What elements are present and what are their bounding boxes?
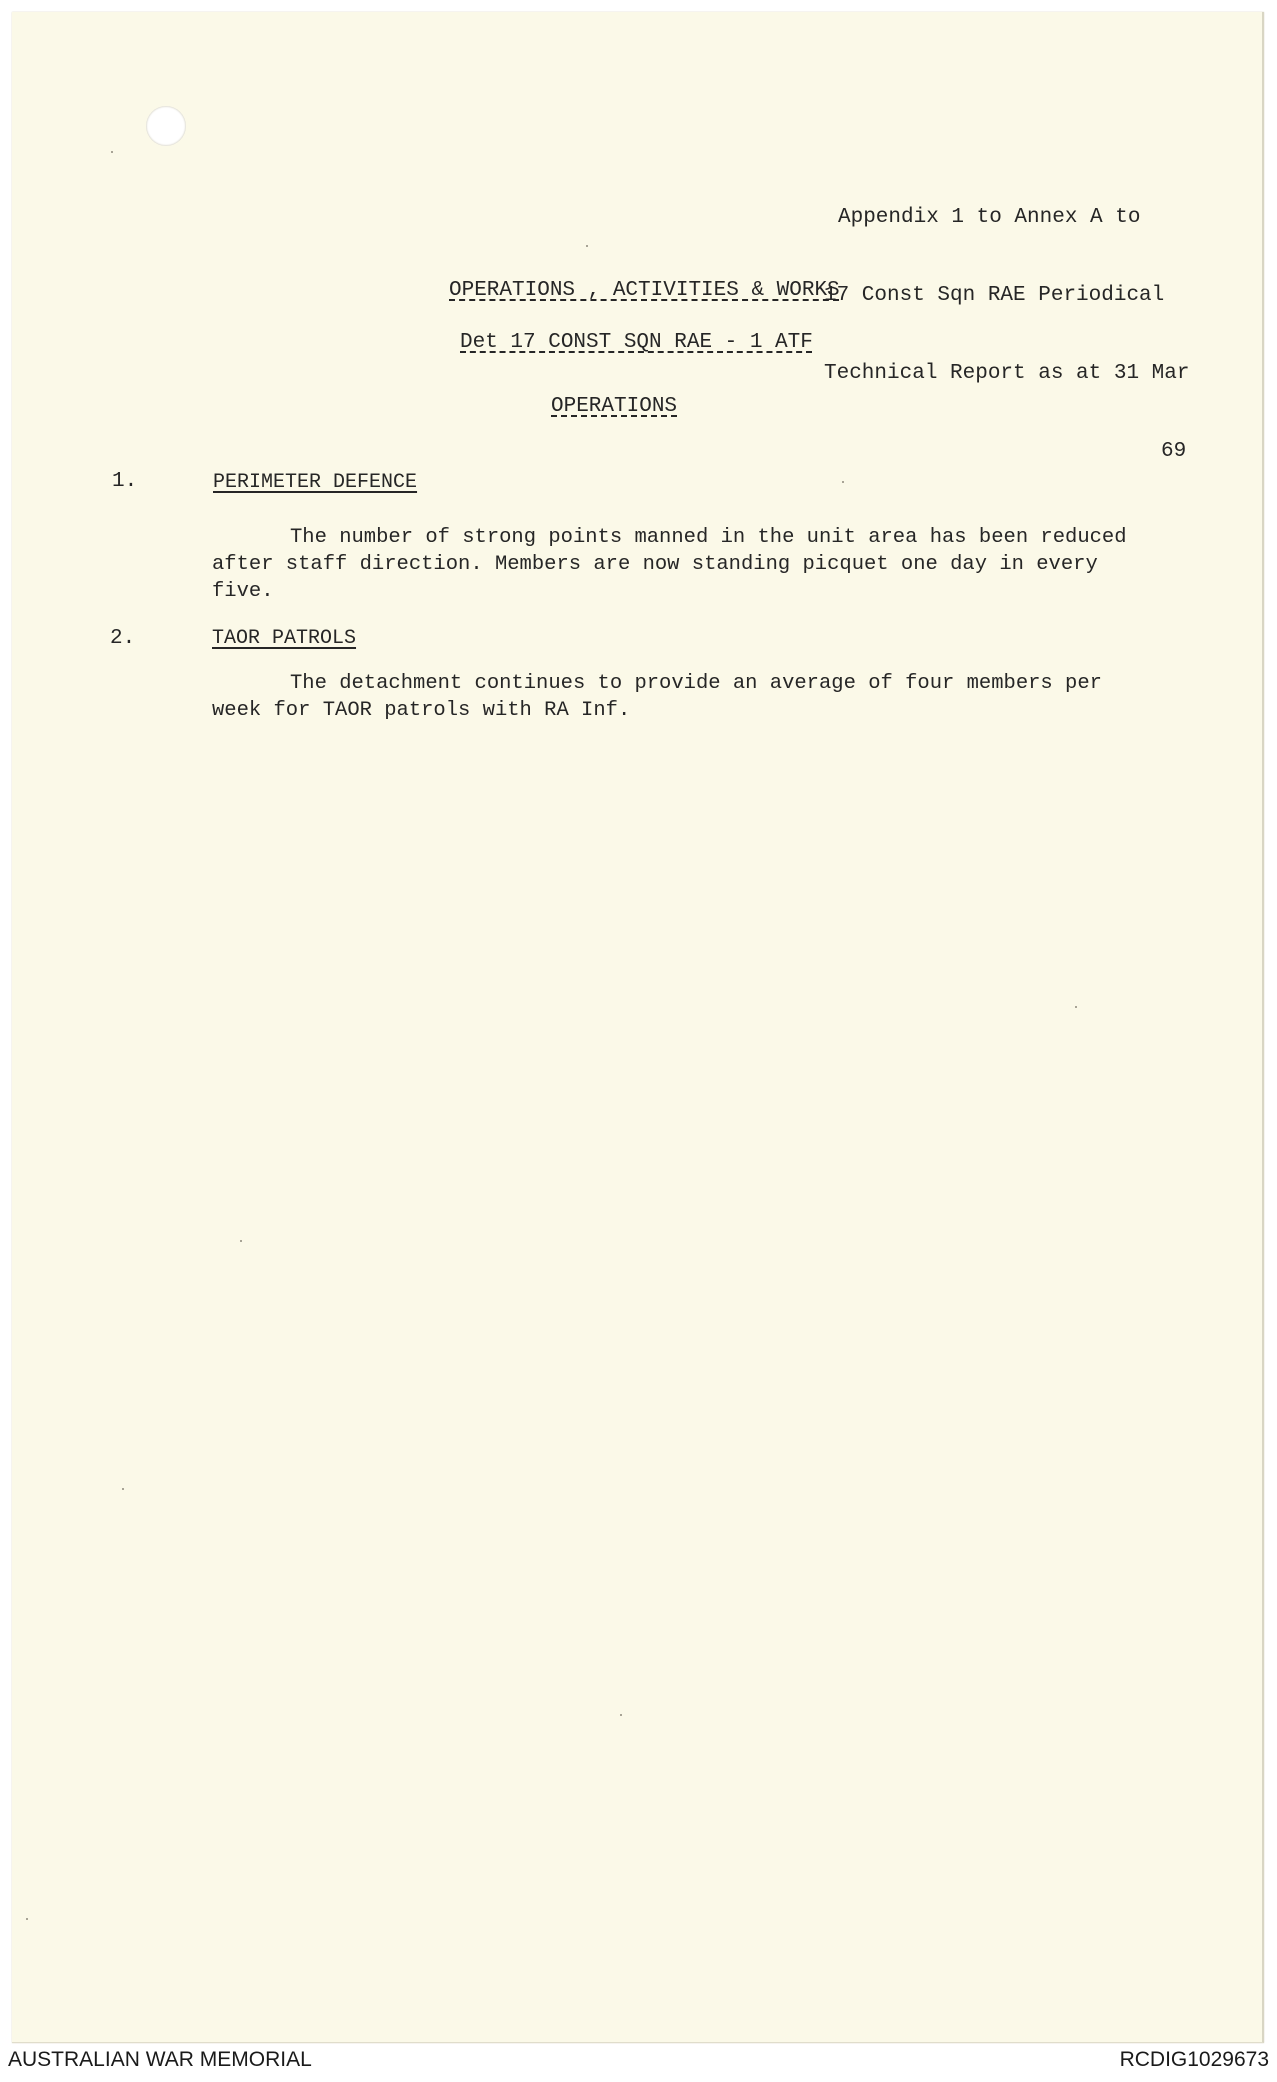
body-line: after staff direction. Members are now standing picquet one day in every <box>212 553 1098 576</box>
detachment-heading: Det 17 CONST SQN RAE - 1 ATF <box>460 331 813 354</box>
punch-hole <box>146 106 186 146</box>
paper-speck <box>26 1918 28 1920</box>
paper-speck <box>122 1488 124 1490</box>
footer-source-label: AUSTRALIAN WAR MEMORIAL <box>8 2048 312 2071</box>
paper-speck <box>842 481 844 483</box>
body-line: week for TAOR patrols with RA Inf. <box>212 699 631 722</box>
footer-record-id: RCDIG1029673 <box>1119 2048 1269 2071</box>
operations-heading: OPERATIONS <box>551 395 678 418</box>
document-page <box>12 12 1264 2043</box>
paragraph-body <box>212 524 1182 605</box>
paper-speck <box>586 245 588 247</box>
main-heading: OPERATIONS , ACTIVITIES & WORKS <box>449 279 840 302</box>
paper-speck <box>620 1714 622 1716</box>
body-line: The detachment continues to provide an average of four members per <box>290 672 1102 695</box>
paragraph-number: 2. <box>110 627 136 650</box>
paper-speck <box>1075 1006 1077 1008</box>
paper-speck <box>240 1240 242 1242</box>
body-line: The number of strong points manned in the unit area has been reduced <box>290 526 1127 549</box>
paragraph-title: PERIMETER DEFENCE <box>213 471 418 494</box>
appendix-reference <box>824 153 1189 517</box>
appendix-line: 17 Const Sqn RAE Periodical <box>824 284 1165 307</box>
paragraph-number: 1. <box>112 470 138 493</box>
appendix-line: Technical Report as at 31 Mar <box>824 362 1190 385</box>
paragraph-title: TAOR PATROLS <box>212 627 357 650</box>
body-line: five. <box>212 580 274 603</box>
paragraph-body <box>212 670 1182 724</box>
appendix-line: Appendix 1 to Annex A to <box>838 206 1141 229</box>
paper-speck <box>111 151 113 153</box>
appendix-line: 69 <box>1161 440 1187 463</box>
